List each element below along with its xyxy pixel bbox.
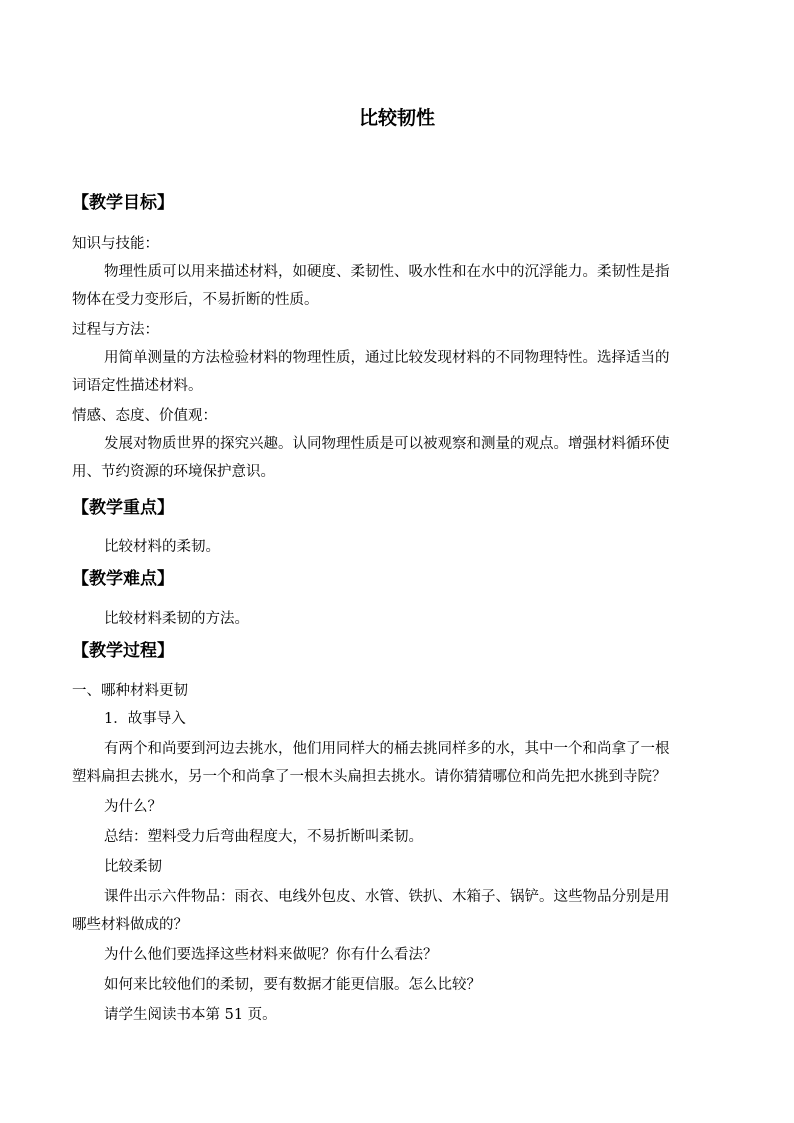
heading-difficulty: 【教学难点】 <box>72 569 174 589</box>
process-part-1: 一、哪种材料更韧 <box>72 683 188 699</box>
process-method-text-line-1: 用简单测量的方法检验材料的物理性质，通过比较发现材料的不同物理特性。选择适当的 <box>104 350 670 366</box>
process-step-1: 1．故事导入 <box>104 711 186 727</box>
heading-key-point: 【教学重点】 <box>72 498 174 518</box>
process-method-label: 过程与方法： <box>72 322 159 338</box>
emotion-text-line-1: 发展对物质世界的探究兴趣。认同物理性质是可以被观察和测量的观点。增强材料循环使 <box>104 436 670 452</box>
key-point-text: 比较材料的柔韧。 <box>104 539 220 555</box>
reading-instruction: 请学生阅读书本第 51 页。 <box>104 1007 277 1023</box>
emotion-label: 情感、态度、价值观： <box>72 408 217 424</box>
difficulty-text: 比较材料柔韧的方法。 <box>104 611 249 627</box>
why-question: 为什么？ <box>104 799 162 815</box>
story-line-2: 塑料扁担去挑水，另一个和尚拿了一根木头扁担去挑水。请你猜猜哪位和尚先把水挑到寺院？ <box>72 769 667 785</box>
knowledge-label: 知识与技能： <box>72 236 159 252</box>
compare-subheading: 比较柔韧 <box>104 859 162 875</box>
question-line-1: 为什么他们要选择这些材料来做呢？你有什么看法？ <box>104 947 438 963</box>
heading-teaching-process: 【教学过程】 <box>72 641 174 661</box>
knowledge-text-line-1: 物理性质可以用来描述材料，如硬度、柔韧性、吸水性和在水中的沉浮能力。柔韧性是指 <box>104 264 670 280</box>
courseware-line-2: 哪些材料做成的？ <box>72 917 188 933</box>
emotion-text-line-2: 用、节约资源的环境保护意识。 <box>72 464 275 480</box>
process-method-text-line-2: 词语定性描述材料。 <box>72 378 203 394</box>
knowledge-text-line-2: 物体在受力变形后，不易折断的性质。 <box>72 292 319 308</box>
courseware-line-1: 课件出示六件物品：雨衣、电线外包皮、水管、铁扒、木箱子、锅铲。这些物品分别是用 <box>104 889 670 905</box>
page-title: 比较韧性 <box>358 107 435 129</box>
summary-text: 总结：塑料受力后弯曲程度大，不易折断叫柔韧。 <box>104 829 423 845</box>
heading-teaching-goals: 【教学目标】 <box>72 193 174 213</box>
story-line-1: 有两个和尚要到河边去挑水，他们用同样大的桶去挑同样多的水，其中一个和尚拿了一根 <box>104 741 670 757</box>
question-line-2: 如何来比较他们的柔韧，要有数据才能更信服。怎么比较？ <box>104 977 481 993</box>
